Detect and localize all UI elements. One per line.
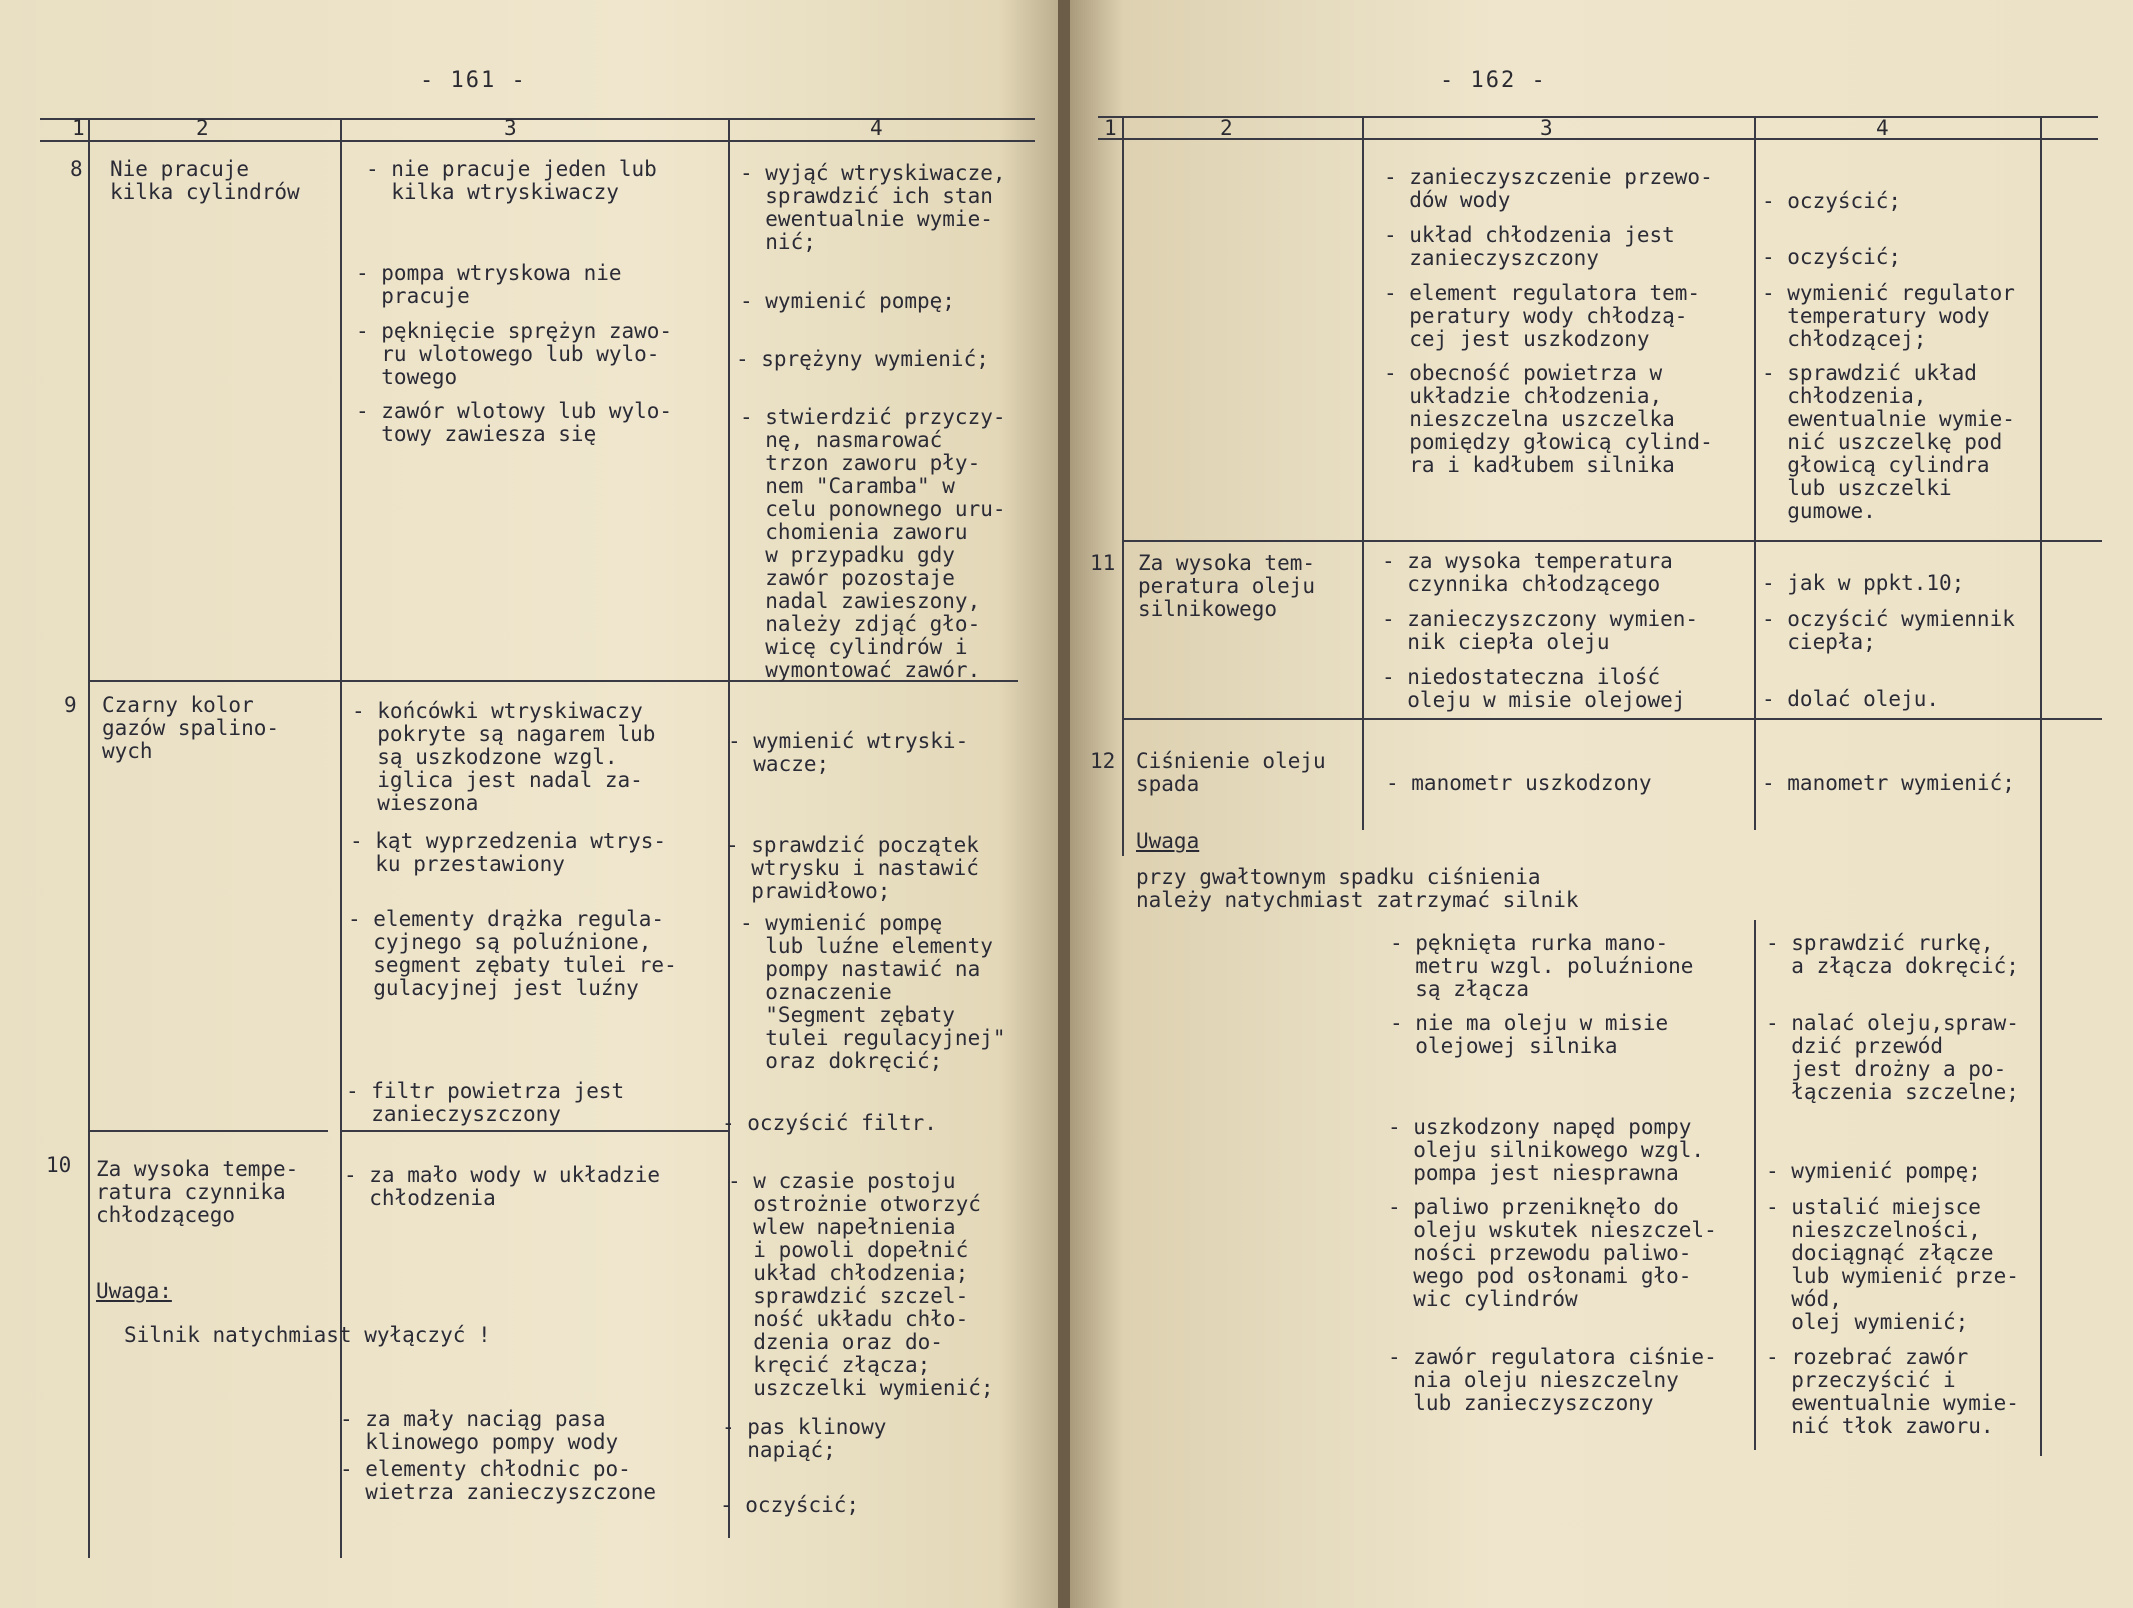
remedy-text: - sprawdzić początek wtrysku i nastawić prawidłowo; xyxy=(726,833,979,903)
cause-text: - pompa wtryskowa nie pracuje xyxy=(356,261,622,308)
cause-text: - układ chłodzenia jest zanieczyszczony xyxy=(1384,223,1675,270)
remedy-text: - stwierdzić przyczy- nę, nasmarować trzon zaworu pły- nem "Caramba" w celu ponownego uru- chomienia zaworu w przypadku gdy zawór pozostaje nadal zawieszony, należy zdjąć gło- wicę cylindrów i wymontować zawór. xyxy=(740,405,1006,682)
remedy-text: - sprawdzić rurkę, a złącza dokręcić; xyxy=(1766,931,2019,978)
cause-text: - za mały naciąg pasa klinowego pompy wody xyxy=(340,1407,619,1454)
remedy-text: - wymienić pompę; xyxy=(1766,1159,1981,1183)
page-number: - 162 - xyxy=(1440,68,1547,93)
remedy-text: - wymienić pompę lub luźne elementy pompy nastawić na oznaczenie "Segment zębaty tulei regulacyjnej" oraz dokręcić; xyxy=(740,911,1006,1073)
remedy-text: - ustalić miejsce nieszczelności, dociągnąć złącze lub wymienić prze- wód, olej wymienić; xyxy=(1766,1195,2019,1334)
col-header-1: 1 xyxy=(1104,116,1117,140)
remedy-text: - wymienić regulator temperatury wody chłodzącej; xyxy=(1762,281,2015,351)
remedy-text: - dolać oleju. xyxy=(1762,687,1940,711)
remedy-text: - jak w ppkt.10; xyxy=(1762,571,1965,595)
note-text: Silnik natychmiast wyłączyć ! xyxy=(124,1323,491,1347)
remedy-text: - oczyścić filtr. xyxy=(722,1111,937,1135)
remedy-text: - wyjąć wtryskiwacze, sprawdzić ich stan ewentualnie wymie- nić; xyxy=(740,161,1006,254)
cause-text: - element regulatora tem- peratury wody chłodzą- cej jest uszkodzony xyxy=(1384,281,1701,351)
page-162 xyxy=(1070,0,2133,1608)
remedy-text: - sprawdzić układ chłodzenia, ewentualnie wymie- nić uszczelkę pod głowicą cylindra lub uszczelki gumowe. xyxy=(1762,361,2015,523)
symptom-text: Czarny kolor gazów spalino- wych xyxy=(102,693,280,763)
symptom-text: Za wysoka tem- peratura oleju silnikowego xyxy=(1138,551,1316,621)
note-text: przy gwałtownym spadku ciśnienia należy natychmiast zatrzymać silnik xyxy=(1136,865,1579,912)
row-number: 11 xyxy=(1090,551,1116,575)
remedy-text: - rozebrać zawór przeczyścić i ewentualnie wymie- nić tłok zaworu. xyxy=(1766,1345,2019,1438)
remedy-text: - wymienić wtryski- wacze; xyxy=(728,729,969,776)
col-header-1: 1 xyxy=(72,116,85,140)
cause-text: - obecność powietrza w układzie chłodzenia, nieszczelna uszczelka pomiędzy głowicą cylind- ra i kadłubem silnika xyxy=(1384,361,1713,477)
cause-text: - niedostateczna ilość oleju w misie olejowej xyxy=(1382,665,1686,712)
cause-text: - zawór regulatora ciśnie- nia oleju nieszczelny lub zanieczyszczony xyxy=(1388,1345,1717,1415)
cause-text: - elementy drążka regula- cyjnego są poluźnione, segment zębaty tulei re- gulacyjnej jest luźny xyxy=(348,907,677,1000)
note-label: Uwaga: xyxy=(96,1279,172,1303)
cause-text: - kąt wyprzedzenia wtrys- ku przestawiony xyxy=(350,829,667,876)
symptom-text: Ciśnienie oleju spada xyxy=(1136,749,1326,796)
symptom-text: Nie pracuje kilka cylindrów xyxy=(110,157,300,204)
cause-text: - zawór wlotowy lub wylo- towy zawiesza się xyxy=(356,399,673,446)
page-161 xyxy=(0,0,1062,1608)
col-header-3: 3 xyxy=(1540,116,1553,140)
remedy-text: - sprężyny wymienić; xyxy=(736,347,989,371)
remedy-text: - nalać oleju,spraw- dzić przewód jest drożny a po- łączenia szczelne; xyxy=(1766,1011,2019,1104)
cause-text: - filtr powietrza jest zanieczyszczony xyxy=(346,1079,625,1126)
cause-text: - za wysoka temperatura czynnika chłodzącego xyxy=(1382,549,1673,596)
col-header-2: 2 xyxy=(1220,116,1233,140)
cause-text: - zanieczyszczony wymien- nik ciepła oleju xyxy=(1382,607,1699,654)
remedy-text: - oczyścić; xyxy=(1762,189,1902,213)
remedy-text: - oczyścić; xyxy=(720,1493,860,1517)
row-number: 12 xyxy=(1090,749,1116,773)
remedy-text: - pas klinowy napiąć; xyxy=(722,1415,887,1462)
row-number: 8 xyxy=(70,157,83,181)
cause-text: - nie pracuje jeden lub kilka wtryskiwaczy xyxy=(366,157,657,204)
cause-text: - manometr uszkodzony xyxy=(1386,771,1652,795)
cause-text: - uszkodzony napęd pompy oleju silnikowego wzgl. pompa jest niesprawna xyxy=(1388,1115,1705,1185)
cause-text: - zanieczyszczenie przewo- dów wody xyxy=(1384,165,1713,212)
page-number: - 161 - xyxy=(420,68,527,93)
cause-text: - końcówki wtryskiwaczy pokryte są nagarem lub są uszkodzone wzgl. iglica jest nadal za- wieszona xyxy=(352,699,656,815)
cause-text: - pęknięta rurka mano- metru wzgl. poluźnione są złącza xyxy=(1390,931,1694,1001)
symptom-text: Za wysoka tempe- ratura czynnika chłodzącego xyxy=(96,1157,299,1227)
col-header-3: 3 xyxy=(504,116,517,140)
col-header-4: 4 xyxy=(1876,116,1889,140)
cause-text: - pęknięcie sprężyn zawo- ru wlotowego lub wylo- towego xyxy=(356,319,673,389)
remedy-text: - manometr wymienić; xyxy=(1762,771,2015,795)
note-label: Uwaga xyxy=(1136,829,1200,853)
cause-text: - paliwo przeniknęło do oleju wskutek nieszczel- ności przewodu paliwo- wego pod osłonami gło- wic cylindrów xyxy=(1388,1195,1717,1311)
cause-text: - elementy chłodnic po- wietrza zanieczyszczone xyxy=(340,1457,657,1504)
remedy-text: - oczyścić wymiennik ciepła; xyxy=(1762,607,2015,654)
row-number: 9 xyxy=(64,693,77,717)
col-header-2: 2 xyxy=(196,116,209,140)
remedy-text: - w czasie postoju ostrożnie otworzyć wlew napełnienia i powoli dopełnić układ chłodzenia; sprawdzić szczel- ność układu chło- dzenia oraz do- kręcić złącza; uszczelki wymienić; xyxy=(728,1169,994,1400)
cause-text: - nie ma oleju w misie olejowej silnika xyxy=(1390,1011,1669,1058)
remedy-text: - oczyścić; xyxy=(1762,245,1902,269)
col-header-4: 4 xyxy=(870,116,883,140)
row-number: 10 xyxy=(46,1153,72,1177)
remedy-text: - wymienić pompę; xyxy=(740,289,955,313)
cause-text: - za mało wody w układzie chłodzenia xyxy=(344,1163,661,1210)
